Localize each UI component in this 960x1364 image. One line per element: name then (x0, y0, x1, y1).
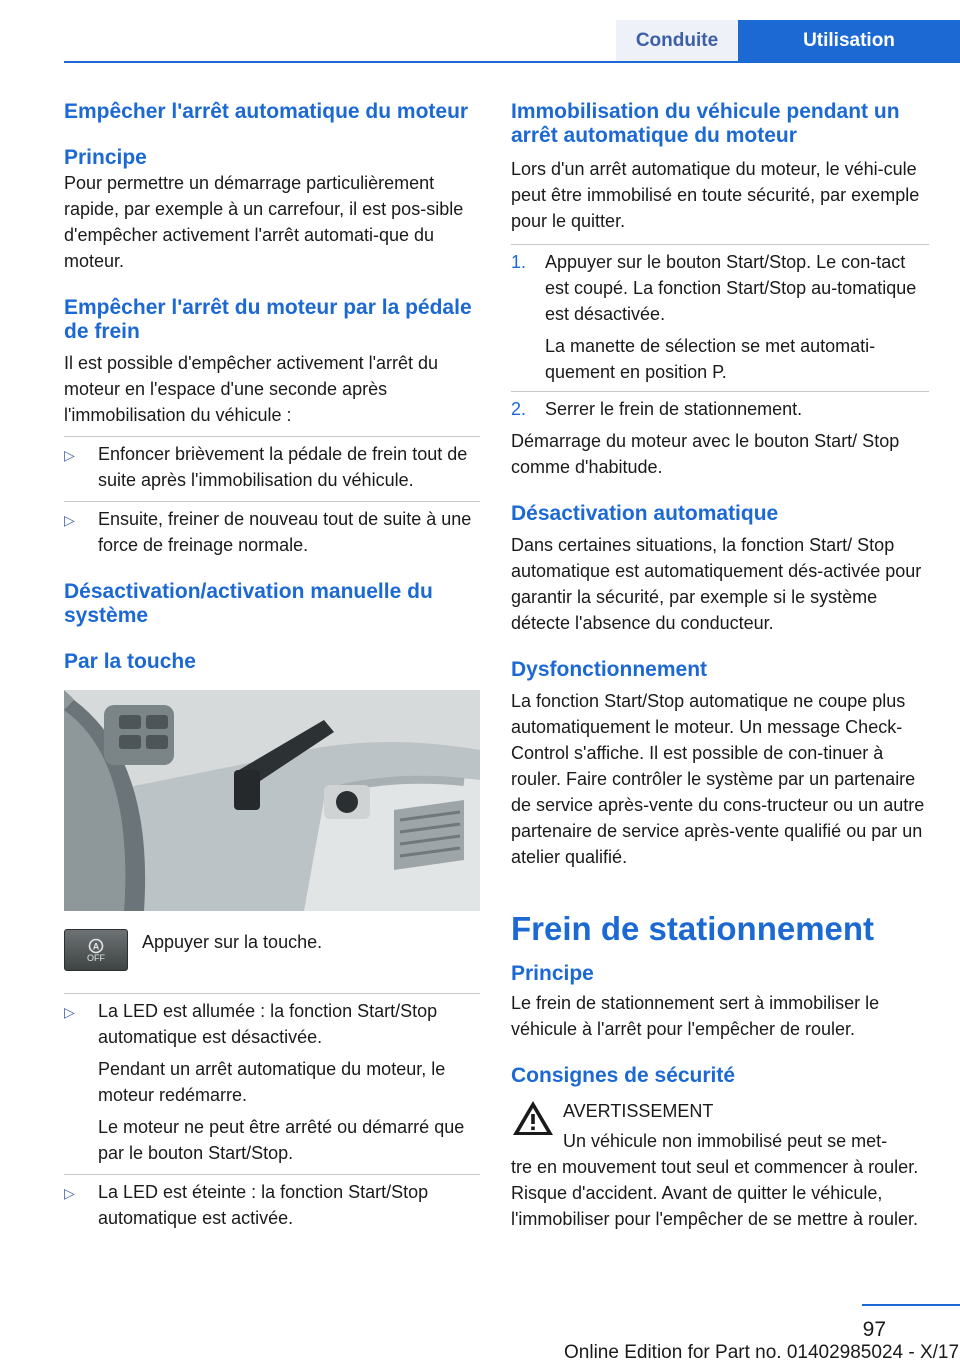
list-item: ▷ Enfoncer brièvement la pédale de frein tout de suite après l'immobilisation du véhicule. (64, 436, 480, 493)
list-item: ▷ La LED est allumée : la fonction Start/Stop automatique est désactivée. Pendant un arrêt automatique du moteur, le moteur redémarre. Le moteur ne peut être arrêté ou démarré que par le bouton Start/Stop. (64, 993, 480, 1166)
tab-utilisation[interactable]: Utilisation (738, 20, 960, 62)
warning-triangle-icon (511, 1098, 555, 1154)
heading-par-la-touche: Par la touche (64, 650, 196, 673)
triangle-bullet-icon: ▷ (64, 1004, 75, 1020)
svg-text:A: A (92, 941, 100, 951)
heading-desactivation-manuelle: Désactivation/activation manuelle du système (64, 580, 433, 627)
heading-desactivation-auto: Désactivation automatique (511, 502, 779, 525)
button-instruction (64, 929, 480, 971)
triangle-bullet-icon: ▷ (64, 512, 75, 528)
icon-caption: Appuyer sur la touche. (142, 932, 323, 952)
left-column (64, 100, 480, 1231)
warning-title: AVERTISSEMENT (563, 1101, 714, 1121)
warning-text: tre en mouvement tout seul et commencer à rouler. Risque d'accident. Avant de quitter le véhicule, l'immobiliser pour l'empêcher de se mettre à rouler. (511, 1157, 919, 1229)
paragraph-principe: Pour permettre un démarrage particulièrement rapide, par exemple à un carrefour, il est pos-sible d'empêcher activement l'arrêt automati-que du moteur. (64, 173, 464, 271)
warning-block (511, 1098, 929, 1154)
sub-paragraph: Le moteur ne peut être arrêté ou démarré que par le bouton Start/Stop. (98, 1117, 465, 1163)
heading-frein-stationnement: Frein de stationnement (511, 910, 875, 947)
heading-consignes-securite: Consignes de sécurité (511, 1064, 736, 1087)
sub-paragraph: La manette de sélection se met automati-quement en position P. (545, 336, 876, 382)
paragraph-immobilisation: Lors d'un arrêt automatique du moteur, le véhi-cule peut être immobilisé en toute sécurité, par exemple pour le quitter. (511, 159, 920, 231)
heading-principe: Principe (64, 146, 147, 169)
sub-paragraph: Pendant un arrêt automatique du moteur, le moteur redémarre. (98, 1059, 446, 1105)
numbered-step: 1. Appuyer sur le bouton Start/Stop. Le con-tact est coupé. La fonction Start/Stop au-tomatique est désactivée. La manette de sélection se met automati-quement en position P. (511, 244, 929, 385)
paragraph-dysfonctionnement: La fonction Start/Stop automatique ne coupe plus automatiquement le moteur. Un message Check-Control s'affiche. Il est possible de con-tinuer à rouler. Faire contrôler le système par un partenaire de service après-vente du cons-tructeur ou un autre partenaire de service après-vente qualifié ou par un atelier qualifié. (511, 691, 925, 867)
edition-footer: Online Edition for Part no. 01402985024 - X/17 (564, 1342, 960, 1363)
heading-empecher-arret: Empêcher l'arrêt automatique du moteur (64, 100, 469, 123)
auto-a-icon (87, 938, 105, 954)
paragraph-demarrage: Démarrage du moteur avec le bouton Start/ Stop comme d'habitude. (511, 431, 900, 477)
footer-rule (862, 1304, 960, 1306)
warning-text-first: Un véhicule non immobilisé peut se met- (563, 1131, 888, 1151)
paragraph-pedale: Il est possible d'empêcher activement l'arrêt du moteur en l'espace d'une seconde après l'immobilisation du véhicule : (64, 353, 439, 425)
heading-principe-frein: Principe (511, 962, 594, 985)
page-number: 97 (862, 1318, 886, 1341)
top-navigation (616, 20, 960, 62)
triangle-bullet-icon: ▷ (64, 1185, 75, 1201)
triangle-bullet-icon: ▷ (64, 447, 75, 463)
paragraph-desactivation-auto: Dans certaines situations, la fonction Start/ Stop automatique est automatiquement dés-activée pour garantir la sécurité, par exemple si le système détecte l'absence du conducteur. (511, 535, 922, 633)
paragraph-principe-frein: Le frein de stationnement sert à immobiliser le véhicule à l'arrêt pour l'empêcher de rouler. (511, 993, 880, 1039)
auto-start-stop-off-icon: A OFF (64, 929, 128, 971)
tab-conduite[interactable]: Conduite (616, 20, 738, 62)
list-item: ▷ Ensuite, freiner de nouveau tout de suite à une force de freinage normale. (64, 501, 480, 558)
list-item: ▷ La LED est éteinte : la fonction Start/Stop automatique est activée. (64, 1174, 480, 1231)
header-rule (64, 61, 960, 63)
dashboard-illustration (64, 690, 480, 911)
steering-column-photo (64, 690, 480, 911)
heading-pedale-frein: Empêcher l'arrêt du moteur par la pédale de frein (64, 296, 472, 343)
numbered-step: 2. Serrer le frein de stationnement. (511, 391, 929, 422)
right-column (511, 100, 929, 1232)
heading-immobilisation: Immobilisation du véhicule pendant un arrêt automatique du moteur (511, 100, 900, 147)
heading-dysfonctionnement: Dysfonctionnement (511, 658, 708, 681)
